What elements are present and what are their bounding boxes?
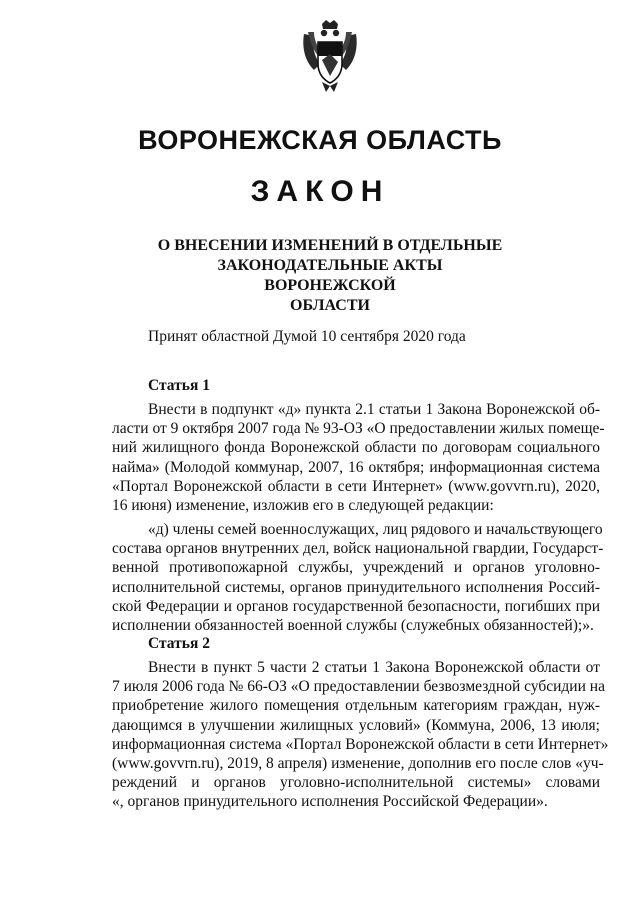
article-2-heading: Статья 2	[148, 635, 210, 652]
article-1-heading: Статья 1	[148, 377, 210, 394]
text-line: дающимся в улучшении жилищных условий» (Коммуна, 2006, 13 июля;	[112, 716, 600, 734]
text-line: ласти от 9 октября 2007 года № 93-ОЗ «О предоставлении жилых помеще-	[112, 420, 605, 438]
act-title	[150, 236, 510, 316]
adoption-date-line: Принят областной Думой 10 сентября 2020 года	[148, 328, 466, 345]
text-line: ской Федерации и органов государственной безопасности, погибших при	[112, 597, 600, 615]
text-line: венной противопожарной службы, учреждений и органов уголовно-	[112, 559, 600, 577]
article-2-paragraph-1	[112, 658, 609, 812]
act-title-line: ЗАКОНОДАТЕЛЬНЫЕ АКТЫ ВОРОНЕЖСКОЙ	[217, 257, 443, 294]
text-line: приобретение жилого помещения отдельным категориям граждан, нуж-	[112, 697, 600, 715]
text-line: «д) члены семей военнослужащих, лиц рядового и начальствующего	[148, 521, 603, 538]
article-1-paragraph-1	[112, 400, 605, 515]
text-line: состава органов внутренних дел, войск национальной гвардии, Государст-	[112, 540, 604, 558]
article-1-paragraph-2	[112, 520, 604, 635]
text-line: информационная система «Портал Воронежской области в сети Интернет»	[112, 735, 609, 753]
text-line: Внести в подпункт «д» пункта 2.1 статьи 1 Закона Воронежской об-	[148, 401, 600, 418]
text-line: исполнении обязанностей военной службы (служебных обязанностей);».	[112, 617, 594, 635]
act-title-line: О ВНЕСЕНИИ ИЗМЕНЕНИЙ В ОТДЕЛЬНЫЕ	[157, 237, 503, 254]
law-title: ЗАКОН	[250, 175, 390, 208]
act-title-line: ОБЛАСТИ	[290, 297, 370, 314]
text-line: «Портал Воронежской области в сети Интернет» (www.govvrn.ru), 2020,	[112, 477, 600, 495]
text-line: ний жилищного фонда Воронежской области по договорам социального	[112, 439, 600, 457]
coat-of-arms-emblem	[300, 20, 360, 96]
text-line: 16 июня) изменение, изложив его в следующей редакции:	[112, 497, 494, 515]
text-line: реждений и органов уголовно-исполнительной системы» словами	[112, 774, 600, 792]
text-line: Внести в пункт 5 части 2 статьи 1 Закона Воронежской области от	[148, 659, 600, 676]
text-line: 7 июля 2006 года № 66-ОЗ «О предоставлении безвозмездной субсидии на	[112, 678, 605, 696]
text-line: (www.govvrn.ru), 2019, 8 апреля) изменение, дополнив его после слов «уч-	[112, 755, 604, 773]
text-line: найма» (Молодой коммунар, 2007, 16 октября; информационная система	[112, 458, 600, 476]
text-line: «, органов принудительного исполнения Российской Федерации».	[112, 793, 548, 811]
text-line: исполнительной системы, органов принудительного исполнения Россий-	[112, 578, 600, 596]
region-title: ВОРОНЕЖСКАЯ ОБЛАСТЬ	[138, 125, 502, 155]
